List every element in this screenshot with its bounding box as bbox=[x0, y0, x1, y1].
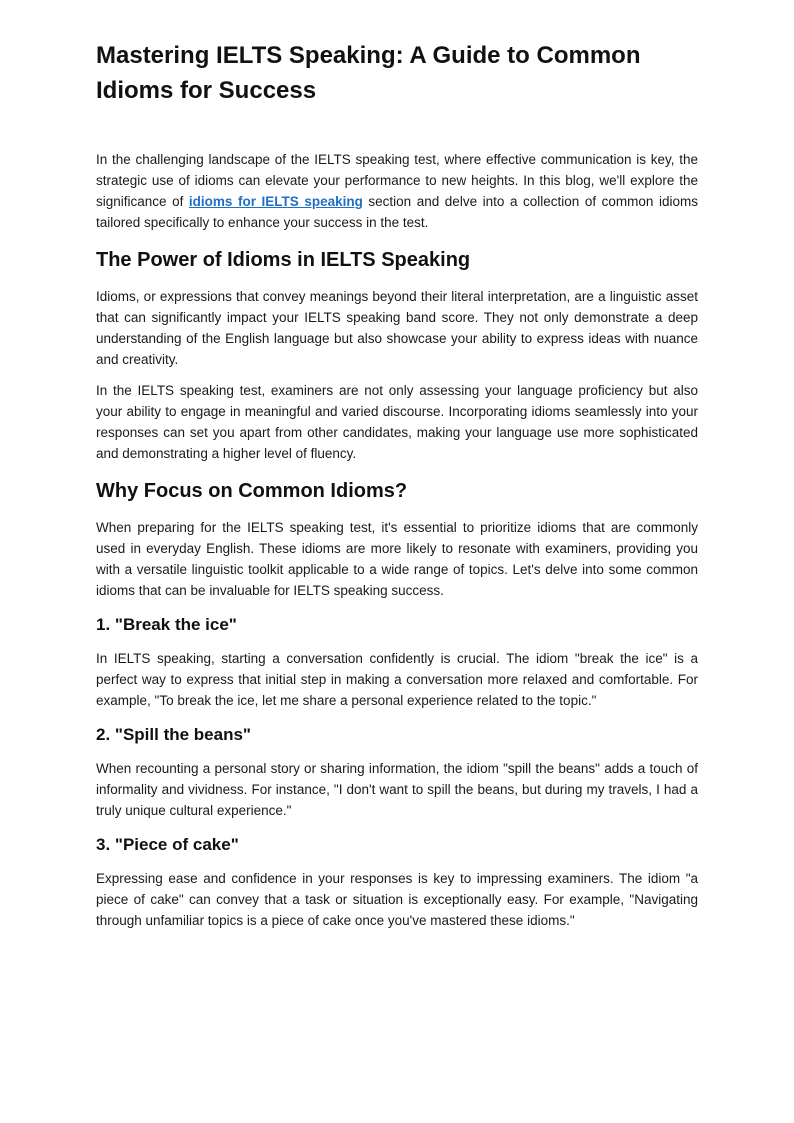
power-paragraph-1: Idioms, or expressions that convey meanings beyond their literal interpretation, are a linguistic asset that can significantly impact your IELTS speaking band score. They not only demonstrate a deep understanding of the English language but also showcase your ability to express ideas with nuance and creativity. bbox=[96, 289, 698, 367]
power-paragraph-2: In the IELTS speaking test, examiners are not only assessing your language proficiency but also your ability to engage in meaningful and varied discourse. Incorporating idioms seamlessly into your responses can set you apart from other candidates, making your language use more sophisticated and demonstrating a higher level of fluency. bbox=[96, 383, 698, 461]
page-title: Mastering IELTS Speaking: A Guide to Common Idioms for Success bbox=[96, 42, 641, 104]
document-page bbox=[96, 38, 698, 941]
section-heading-power-of-idioms: The Power of Idioms in IELTS Speaking bbox=[96, 249, 471, 271]
idiom-heading-spill-the-beans: 2. "Spill the beans" bbox=[96, 725, 251, 744]
why-paragraph: When preparing for the IELTS speaking test, it's essential to prioritize idioms that are commonly used in everyday English. These idioms are more likely to resonate with examiners, providing you with a versatile linguistic toolkit applicable to a wide range of topics. Let's delve into some common idioms that can be invaluable for IELTS speaking success. bbox=[96, 520, 698, 598]
idiom-text-spill-the-beans: When recounting a personal story or sharing information, the idiom "spill the beans" adds a touch of informality and vividness. For instance, "I don't want to spill the beans, but during my travels, I had a truly unique cultural experience." bbox=[96, 761, 698, 818]
idiom-text-break-the-ice: In IELTS speaking, starting a conversation confidently is crucial. The idiom "break the ice" is a perfect way to express that initial step in making a conversation more relaxed and comfortable. For example, "To break the ice, let me share a personal experience related to the topic." bbox=[96, 651, 698, 708]
idioms-for-ielts-speaking-link[interactable]: idioms for IELTS speaking bbox=[188, 194, 363, 209]
intro-paragraph bbox=[96, 149, 698, 233]
idiom-heading-break-the-ice: 1. "Break the ice" bbox=[96, 615, 237, 634]
idiom-heading-piece-of-cake: 3. "Piece of cake" bbox=[96, 835, 239, 854]
intro-text-after: section and delve into a collection of common idioms tailored specifically to enhance your success in the test. bbox=[96, 194, 698, 230]
idiom-text-piece-of-cake: Expressing ease and confidence in your responses is key to impressing examiners. The idiom "a piece of cake" can convey that a task or situation is exceptionally easy. For example, "Navigating through unfamiliar topics is a piece of cake once you've mastered these idioms." bbox=[96, 871, 698, 928]
intro-text-before: In the challenging landscape of the IELTS speaking test, where effective communication is key, the strategic use of idioms can elevate your performance to new heights. In this blog, we'll explore the significance of bbox=[96, 152, 698, 209]
section-heading-why-common-idioms: Why Focus on Common Idioms? bbox=[96, 480, 408, 502]
